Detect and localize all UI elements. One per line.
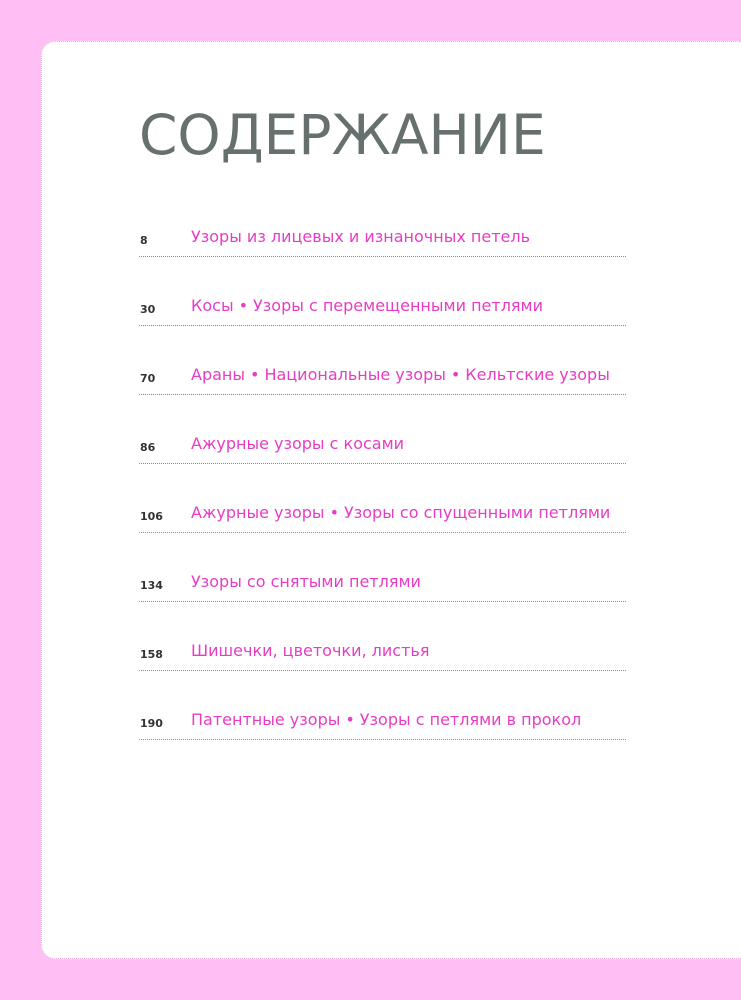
toc-title[interactable] [191,503,610,522]
toc-entry[interactable] [139,636,626,705]
toc-title-part: Ажурные узоры с косами [191,434,405,453]
toc-title[interactable] [191,365,610,384]
dotted-rule [139,256,626,257]
toc-title[interactable] [191,641,429,660]
toc-entry[interactable] [139,429,626,498]
dotted-rule [139,394,626,395]
toc-title-part: Узоры с петлями в прокол [359,710,582,729]
toc-entry[interactable] [139,360,626,429]
toc-page-number: 86 [140,441,156,454]
toc-title-part: Патентные узоры [191,710,341,729]
content-page [41,41,741,959]
toc-title-part: Араны [191,365,245,384]
bullet-separator: • [238,296,249,315]
toc-page-number: 134 [140,579,163,592]
dotted-rule [139,670,626,671]
toc-title-part: Шишечки, цветочки, листья [191,641,430,660]
toc-title[interactable] [191,572,421,591]
toc-title[interactable] [191,296,543,315]
table-of-contents [139,222,626,774]
dotted-rule [139,601,626,602]
dotted-rule [139,532,626,533]
toc-title-part: Кельтские узоры [465,365,610,384]
toc-title-part: Косы [191,296,234,315]
bullet-separator: • [450,365,461,384]
toc-title-part: Национальные узоры [264,365,446,384]
bullet-separator: • [250,365,260,384]
toc-entry[interactable] [139,705,626,774]
toc-entry[interactable] [139,567,626,636]
toc-page-number: 190 [140,717,163,730]
toc-entry[interactable] [139,498,626,567]
toc-page-number: 30 [140,303,156,316]
toc-page-number: 8 [140,234,148,247]
toc-title[interactable] [191,434,404,453]
dotted-rule [139,463,626,464]
toc-title-part: Узоры со спущенными петлями [344,503,611,522]
toc-title-part: Узоры со снятыми петлями [191,572,421,591]
page-title: СОДЕРЖАНИЕ [139,103,546,167]
dotted-rule [139,325,626,326]
toc-page-number: 158 [140,648,163,661]
dotted-rule [139,739,626,740]
toc-title-part: Узоры с перемещенными петлями [253,296,544,315]
toc-page-number: 70 [140,372,156,385]
bullet-separator: • [329,503,339,522]
toc-page-number: 106 [140,510,163,523]
toc-title[interactable] [191,227,530,246]
toc-title-part: Ажурные узоры [191,503,325,522]
toc-entry[interactable] [139,222,626,291]
toc-title[interactable] [191,710,581,729]
bullet-separator: • [345,710,355,729]
toc-entry[interactable] [139,291,626,360]
toc-title-part: Узоры из лицевых и изнаночных петель [191,227,531,246]
